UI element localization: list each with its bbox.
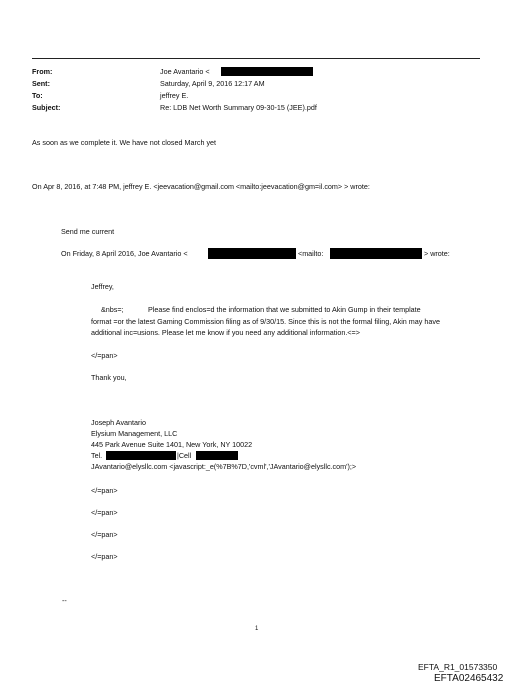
quote-header-2-mailto: <mailto: (298, 249, 324, 258)
send-me-line: Send me current (61, 227, 115, 236)
signature-tel-label: Tel. (91, 451, 103, 460)
to-value: jeffrey E. (160, 91, 189, 100)
to-label: To: (32, 91, 43, 100)
page-number: 1 (255, 626, 259, 632)
redaction-box (330, 248, 422, 259)
quote-header-1: On Apr 8, 2016, at 7:48 PM, jeffrey E. <jeevacation@gmail.com <mailto:jeevacation@gm=il.com> > wrote: (32, 182, 370, 191)
signature-name: Joseph Avantario (91, 418, 147, 427)
pan-tag: </=pan> (91, 351, 118, 360)
para-nbs: &nbs=; (101, 305, 124, 314)
from-label: From: (32, 67, 53, 76)
quote-header-2-end: > wrote: (424, 249, 450, 258)
pan-tag: </=pan> (91, 508, 118, 517)
from-value: Joe Avantario < (160, 67, 210, 76)
redaction-box (221, 67, 313, 76)
subject-label: Subject: (32, 103, 61, 112)
separator-dashes: -- (62, 596, 67, 605)
signature-cell-label: |Cell (177, 451, 192, 460)
signature-company: Elysium Management, LLC (91, 429, 178, 438)
signature-address: 445 Park Avenue Suite 1401, New York, NY 10022 (91, 440, 253, 449)
para-line-3: additional inc=usions. Please let me know if you need any additional information.<=> (91, 328, 360, 337)
reply-line: As soon as we complete it. We have not closed March yet (32, 138, 217, 147)
thanks-line: Thank you, (91, 373, 127, 382)
pan-tag: </=pan> (91, 486, 118, 495)
quote-header-2-start: On Friday, 8 April 2016, Joe Avantario < (61, 249, 188, 258)
pan-tag: </=pan> (91, 530, 118, 539)
header-rule (32, 58, 480, 59)
redaction-box (106, 451, 176, 460)
greeting: Jeffrey, (91, 282, 114, 291)
sent-value: Saturday, April 9, 2016 12:17 AM (160, 79, 265, 88)
redaction-box (196, 451, 238, 460)
bates-number-2: EFTA02465432 (434, 673, 504, 684)
redaction-box (208, 248, 296, 259)
bates-number-1: EFTA_R1_01573350 (418, 662, 498, 672)
para-line-2: format =or the latest Gaming Commission filing as of 9/30/15. Since this is not the formal filing, Akin may have (91, 317, 440, 326)
sent-label: Sent: (32, 79, 50, 88)
subject-value: Re: LDB Net Worth Summary 09-30-15 (JEE).pdf (160, 103, 317, 112)
para-line-1: Please find enclos=d the information that we submitted to Akin Gump in their template (148, 305, 421, 314)
pan-tag: </=pan> (91, 552, 118, 561)
signature-email: JAvantario@elysllc.com <javascript:_e(%7B%7D,'cvml','JAvantario@elysllc.com');> (91, 462, 357, 471)
